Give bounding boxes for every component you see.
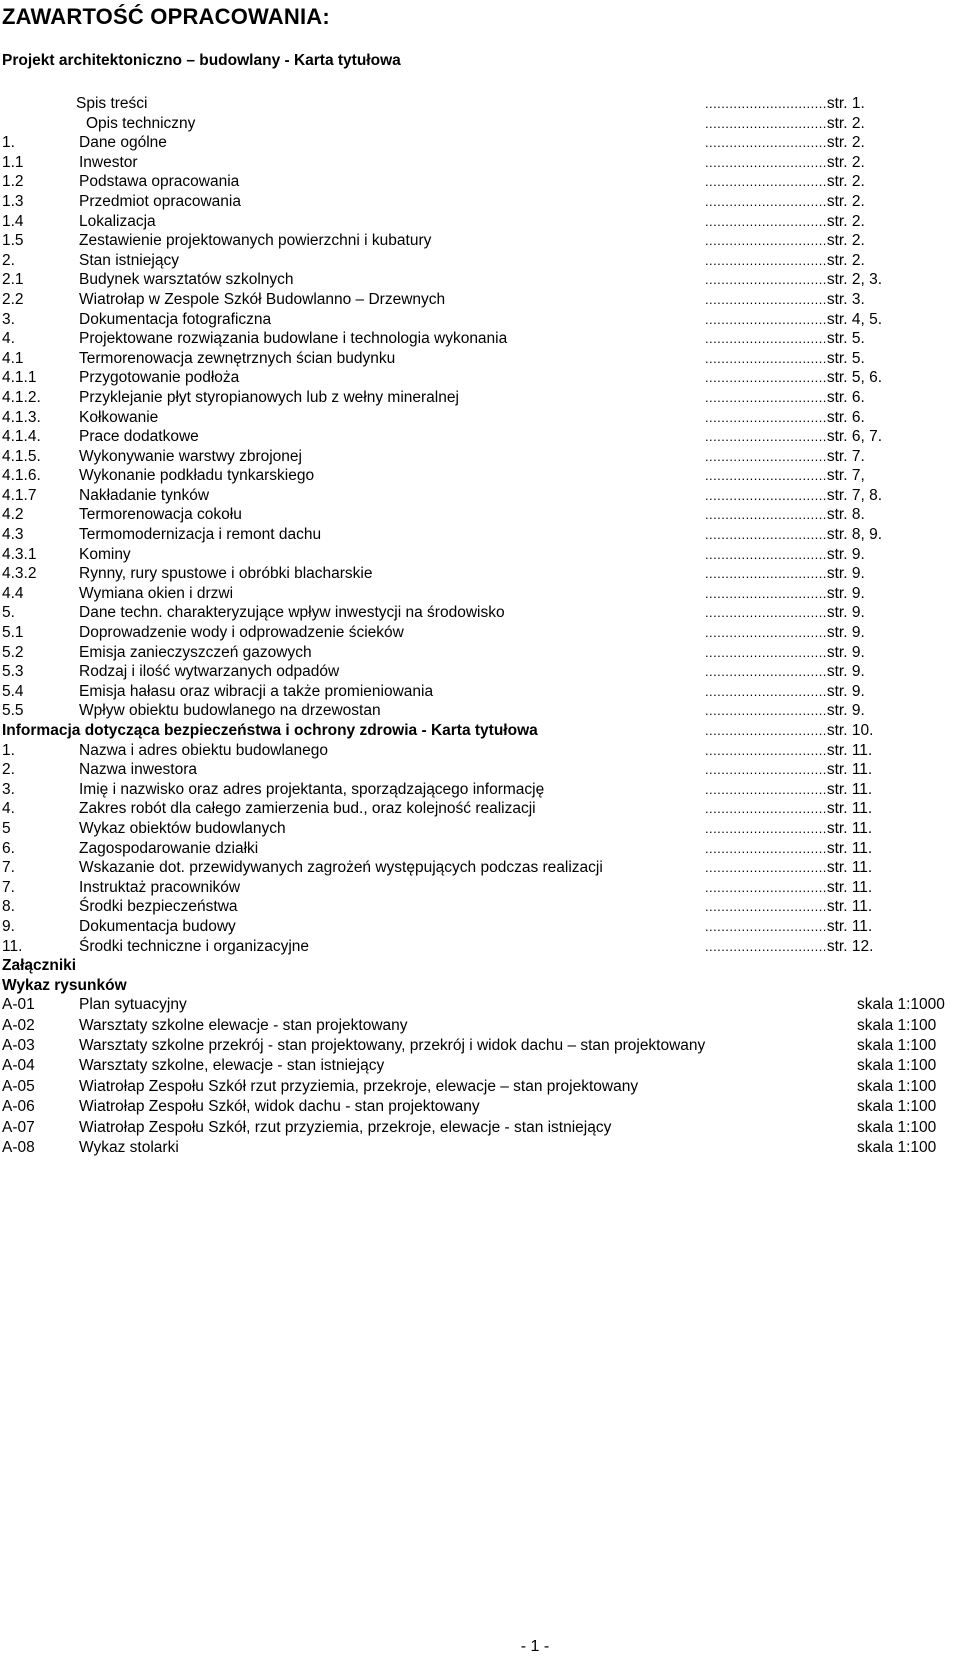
toc-leader: ..............................str. 7. [705,447,865,465]
toc-row [0,780,960,800]
toc-row [0,819,960,839]
toc-leader: ..............................str. 9. [705,643,865,661]
toc-label: Zakres robót dla całego zamierzenia bud., oraz kolejność realizacji [79,800,536,818]
toc-number: 4.3.1 [2,545,37,563]
drawing-scale: skala 1:1000 [857,996,945,1014]
drawing-code: A-08 [2,1139,35,1157]
toc-number: 1.1 [2,153,24,171]
drawing-name: Warsztaty szkolne przekrój - stan projektowany, przekrój i widok dachu – stan projektowany [79,1037,706,1055]
toc-page-ref: str. 11. [826,800,873,818]
toc-label: Zestawienie projektowanych powierzchni i kubatury [79,232,432,250]
toc-label: Nazwa i adres obiektu budowlanego [79,741,329,759]
toc-row [0,682,960,702]
drawing-row [0,1138,960,1158]
toc-label: Kominy [79,545,131,563]
toc-row [0,408,960,428]
toc-number: 11. [2,937,23,955]
toc-row [0,721,960,741]
toc-leader: ..............................str. 2. [705,114,865,132]
toc-leader: ..............................str. 6. [705,408,865,426]
toc-number: 3. [2,780,15,798]
toc-row [0,760,960,780]
drawing-code: A-06 [2,1098,35,1116]
toc-leader: ..............................str. 9. [705,545,865,563]
toc-page-ref: str. 11. [826,819,873,837]
toc-row [0,447,960,467]
toc-row [0,466,960,486]
toc-label: Środki techniczne i organizacyjne [79,937,310,955]
toc-row [0,937,960,957]
toc-number: 2. [2,251,15,269]
toc-section-heading: Informacja dotycząca bezpieczeństwa i ochrony zdrowia - Karta tytułowa [2,722,538,739]
toc-number: 4.1.6. [2,467,41,485]
toc-page-ref: str. 7, [826,467,865,485]
toc-number: 5. [2,604,15,622]
toc-leader: ..............................str. 9. [705,604,865,622]
drawing-code: A-05 [2,1077,35,1095]
toc-label: Rodzaj i ilość wytwarzanych odpadów [79,663,340,681]
toc-number: 7. [2,878,15,896]
toc-leader: ..............................str. 9. [705,565,865,583]
toc-number: 4. [2,800,15,818]
toc-page-ref: str. 2. [826,212,865,230]
toc-row [0,212,960,232]
toc-number: 9. [2,917,15,935]
toc-number: 4.3 [2,526,24,544]
toc-row [0,662,960,682]
toc-page-ref: str. 5. [826,330,865,348]
toc-page-ref: str. 12. [826,937,874,955]
toc-page-ref: str. 6. [826,408,865,426]
drawing-scale: skala 1:100 [857,1098,937,1116]
toc-leader: ..............................str. 2. [705,212,865,230]
toc-row [0,917,960,937]
toc-leader: ..............................str. 11. [705,780,873,798]
toc-label: Termomodernizacja i remont dachu [79,526,322,544]
toc-page-ref: str. 3. [826,290,865,308]
toc-label: Wiatrołap w Zespole Szkół Budowlanno – Drzewnych [79,290,446,308]
toc-number: 5.3 [2,663,24,681]
toc-row [0,427,960,447]
toc-number: 1.3 [2,192,24,210]
toc-leader: ..............................str. 12. [705,937,874,955]
toc-label: Przyklejanie płyt styropianowych lub z wełny mineralnej [79,388,459,406]
toc-leader: ..............................str. 9. [705,663,865,681]
toc-page-ref: str. 9. [826,702,865,720]
toc-number: 5.1 [2,624,24,642]
toc-row [0,290,960,310]
toc-page-ref: str. 2. [826,232,865,250]
toc-leader: ..............................str. 7, 8. [705,486,882,504]
drawing-scale: skala 1:100 [857,1139,937,1157]
toc-number: 4.3.2 [2,565,37,583]
drawing-code: A-03 [2,1037,35,1055]
table-of-contents [0,94,960,1158]
attachments-heading-text: Załączniki [2,957,77,975]
toc-number: 4.1.7 [2,486,37,504]
toc-leader: ..............................str. 5, 6. [705,369,882,387]
toc-leader: ..............................str. 9. [705,682,865,700]
toc-number: 2.2 [2,290,24,308]
toc-row [0,133,960,153]
toc-row [0,741,960,761]
drawing-name: Wiatrołap Zespołu Szkół, widok dachu - stan projektowany [79,1098,480,1116]
toc-leader: ..............................str. 11. [705,917,873,935]
toc-leader: ..............................str. 6. [705,388,865,406]
toc-page-ref: str. 9. [826,584,865,602]
toc-label: Dane ogólne [79,134,167,152]
toc-number: 4.1.2. [2,388,41,406]
toc-row [0,505,960,525]
toc-label: Dane techn. charakteryzujące wpływ inwestycji na środowisko [79,604,505,622]
toc-page-ref: str. 1. [826,95,865,112]
toc-row [0,623,960,643]
toc-label: Imię i nazwisko oraz adres projektanta, sporządzającego informację [79,780,545,798]
toc-page-ref: str. 8. [826,506,865,524]
toc-leader: ..............................str. 2. [705,134,865,152]
toc-row [0,799,960,819]
drawing-scale: skala 1:100 [857,1077,937,1095]
toc-number: 5.2 [2,643,24,661]
drawing-scale: skala 1:100 [857,1118,937,1136]
drawing-scale: skala 1:100 [857,1037,937,1055]
toc-label: Wykonywanie warstwy zbrojonej [79,447,302,465]
toc-label: Projektowane rozwiązania budowlane i technologia wykonania [79,330,508,348]
toc-label: Emisja hałasu oraz wibracji a także promieniowania [79,682,434,700]
toc-number: 4.4 [2,584,24,602]
toc-row [0,329,960,349]
drawing-name: Wykaz stolarki [79,1139,179,1157]
toc-page-ref: str. 9. [826,663,865,681]
toc-leader: ..............................str. 11. [705,839,873,857]
toc-leader: ..............................str. 5. [705,349,865,367]
toc-leader: ..............................str. 2. [705,251,865,269]
toc-leader: ..............................str. 11. [705,741,873,759]
toc-page-ref: str. 2. [826,114,865,132]
drawings-heading-text: Wykaz rysunków [2,976,127,994]
toc-leader: ..............................str. 11. [705,800,873,818]
toc-row [0,701,960,721]
toc-row [0,388,960,408]
document-subtitle: Projekt architektoniczno – budowlany - Karta tytułowa [2,52,401,69]
toc-row [0,368,960,388]
toc-row [0,270,960,290]
toc-number: 1.2 [2,173,24,191]
toc-label: Zagospodarowanie działki [79,839,259,857]
toc-leader: ..............................str. 2. [705,232,865,250]
toc-number: 1. [2,134,15,152]
toc-label: Nazwa inwestora [79,761,198,779]
toc-page-ref: str. 9. [826,545,865,563]
toc-page-ref: str. 9. [826,682,865,700]
toc-leader: ..............................str. 2. [705,153,865,171]
toc-row [0,603,960,623]
attachments-heading [0,956,960,976]
toc-page-ref: str. 11. [826,898,873,916]
toc-label: Doprowadzenie wody i odprowadzenie ścieków [79,624,404,642]
toc-number: 1. [2,741,15,759]
drawing-name: Plan sytuacyjny [79,996,187,1014]
drawing-name: Wiatrołap Zespołu Szkół rzut przyziemia, przekroje, elewacje – stan projektowany [79,1077,639,1095]
toc-leader: ..............................str. 5. [705,330,865,348]
toc-number: 1.5 [2,232,24,250]
toc-label: Przedmiot opracowania [79,192,241,210]
toc-page-ref: str. 9. [826,624,865,642]
toc-leader: ..............................str. 2, 3. [705,271,882,289]
document-title: ZAWARTOŚĆ OPRACOWANIA: [2,4,330,29]
toc-row [0,878,960,898]
toc-row [0,486,960,506]
toc-row [0,839,960,859]
toc-number: 4.1.4. [2,428,41,446]
toc-row [0,564,960,584]
toc-row [0,545,960,565]
toc-number: 4.1 [2,349,24,367]
toc-page-ref: str. 2. [826,192,865,210]
drawing-code: A-01 [2,996,35,1014]
toc-page-ref: str. 9. [826,565,865,583]
drawing-scale: skala 1:100 [857,1057,937,1075]
toc-page-ref: str. 4, 5. [826,310,882,328]
toc-label: Środki bezpieczeństwa [79,898,238,916]
toc-label: Wymiana okien i drzwi [79,584,234,602]
toc-leader: ..............................str. 9. [705,702,865,720]
drawing-scale: skala 1:100 [857,1016,937,1034]
drawing-row [0,1016,960,1036]
toc-label: Nakładanie tynków [79,486,210,504]
toc-label: Stan istniejący [79,251,179,269]
toc-leader: ..............................str. 11. [705,819,873,837]
toc-number: 2.1 [2,271,24,289]
toc-label: Przygotowanie podłoża [79,369,240,387]
toc-page-ref: str. 2. [826,134,865,152]
toc-row [0,897,960,917]
toc-row [0,231,960,251]
toc-leader: ..............................str. 8. [705,506,865,524]
toc-row [0,643,960,663]
toc-leader: ..............................str. 10. [705,722,874,739]
toc-page-ref: str. 2. [826,173,865,191]
toc-page-ref: str. 7. [826,447,865,465]
drawing-name: Warsztaty szkolne elewacje - stan projektowany [79,1016,408,1034]
toc-label: Dokumentacja budowy [79,917,236,935]
toc-page-ref: str. 11. [826,780,873,798]
toc-label: Wpływ obiektu budowlanego na drzewostan [79,702,381,720]
toc-number: 5.4 [2,682,24,700]
toc-label: Instruktaż pracowników [79,878,241,896]
toc-label: Budynek warsztatów szkolnych [79,271,294,289]
drawing-name: Wiatrołap Zespołu Szkół, rzut przyziemia, przekroje, elewacje - stan istniejący [79,1118,612,1136]
toc-label: Prace dodatkowe [79,428,199,446]
toc-leader: ..............................str. 11. [705,761,873,779]
toc-label: Emisja zanieczyszczeń gazowych [79,643,312,661]
toc-page-ref: str. 11. [826,741,873,759]
toc-leader: ..............................str. 11. [705,859,873,877]
toc-page-ref: str. 6. [826,388,865,406]
toc-page-ref: str. 11. [826,859,873,877]
toc-page-ref: str. 5. [826,349,865,367]
drawing-row [0,1097,960,1117]
toc-label: Termorenowacja zewnętrznych ścian budynku [79,349,396,367]
toc-label: Kołkowanie [79,408,159,426]
toc-row [0,584,960,604]
toc-row [0,172,960,192]
toc-label: Wykaz obiektów budowlanych [79,819,286,837]
toc-leader: ..............................str. 7, [705,467,865,485]
toc-page-ref: str. 6, 7. [826,428,882,446]
toc-leader: ..............................str. 3. [705,290,865,308]
drawing-row [0,1077,960,1097]
toc-row [0,310,960,330]
drawing-row [0,1036,960,1056]
toc-leader: ..............................str. 11. [705,898,873,916]
toc-page-ref: str. 11. [826,839,873,857]
drawing-row [0,1056,960,1076]
drawing-code: A-07 [2,1118,35,1136]
toc-row [0,349,960,369]
toc-leader: ..............................str. 2. [705,173,865,191]
toc-number: 6. [2,839,15,857]
toc-label: Inwestor [79,153,138,171]
toc-leader: ..............................str. 1. [705,95,865,112]
toc-page-ref: str. 2. [826,251,865,269]
toc-label: Spis treści [76,95,148,112]
page-number: - 1 - [520,1638,550,1655]
toc-label: Opis techniczny [86,114,196,132]
drawing-name: Warsztaty szkolne, elewacje - stan istniejący [79,1057,385,1075]
toc-leader: ..............................str. 6, 7. [705,428,882,446]
toc-leader: ..............................str. 11. [705,878,873,896]
toc-number: 4.2 [2,506,24,524]
drawing-code: A-04 [2,1057,35,1075]
toc-leader: ..............................str. 4, 5. [705,310,882,328]
toc-label: Wskazanie dot. przewidywanych zagrożeń występujących podczas realizacji [79,859,603,877]
toc-page-ref: str. 5, 6. [826,369,882,387]
toc-leader: ..............................str. 2. [705,192,865,210]
drawing-row [0,1118,960,1138]
toc-page-ref: str. 7, 8. [826,486,882,504]
toc-page-ref: str. 8, 9. [826,526,882,544]
toc-page-ref: str. 2. [826,153,865,171]
toc-label: Dokumentacja fotograficzna [79,310,272,328]
toc-page-ref: str. 9. [826,643,865,661]
toc-page-ref: str. 9. [826,604,865,622]
toc-leader: ..............................str. 9. [705,624,865,642]
toc-leader: ..............................str. 8, 9. [705,526,882,544]
drawings-heading [0,976,960,996]
toc-row [0,525,960,545]
toc-number: 1.4 [2,212,24,230]
toc-number: 4.1.1 [2,369,37,387]
toc-row [0,94,960,114]
toc-leader: ..............................str. 9. [705,584,865,602]
toc-number: 8. [2,898,15,916]
toc-page-ref: str. 11. [826,917,873,935]
toc-number: 5.5 [2,702,24,720]
drawing-row [0,995,960,1015]
toc-number: 2. [2,761,15,779]
toc-row [0,114,960,134]
toc-row [0,858,960,878]
toc-number: 7. [2,859,15,877]
toc-page-ref: str. 2, 3. [826,271,882,289]
toc-label: Rynny, rury spustowe i obróbki blacharskie [79,565,373,583]
toc-number: 4.1.3. [2,408,41,426]
toc-label: Lokalizacja [79,212,156,230]
toc-number: 3. [2,310,15,328]
toc-label: Wykonanie podkładu tynkarskiego [79,467,315,485]
toc-row [0,153,960,173]
toc-label: Termorenowacja cokołu [79,506,242,524]
toc-row [0,251,960,271]
toc-page-ref: str. 11. [826,761,873,779]
drawing-code: A-02 [2,1016,35,1034]
toc-page-ref: str. 11. [826,878,873,896]
toc-row [0,192,960,212]
toc-page-ref: str. 10. [826,722,874,739]
toc-number: 4.1.5. [2,447,41,465]
toc-number: 5 [2,819,11,837]
toc-number: 4. [2,330,15,348]
toc-label: Podstawa opracowania [79,173,240,191]
